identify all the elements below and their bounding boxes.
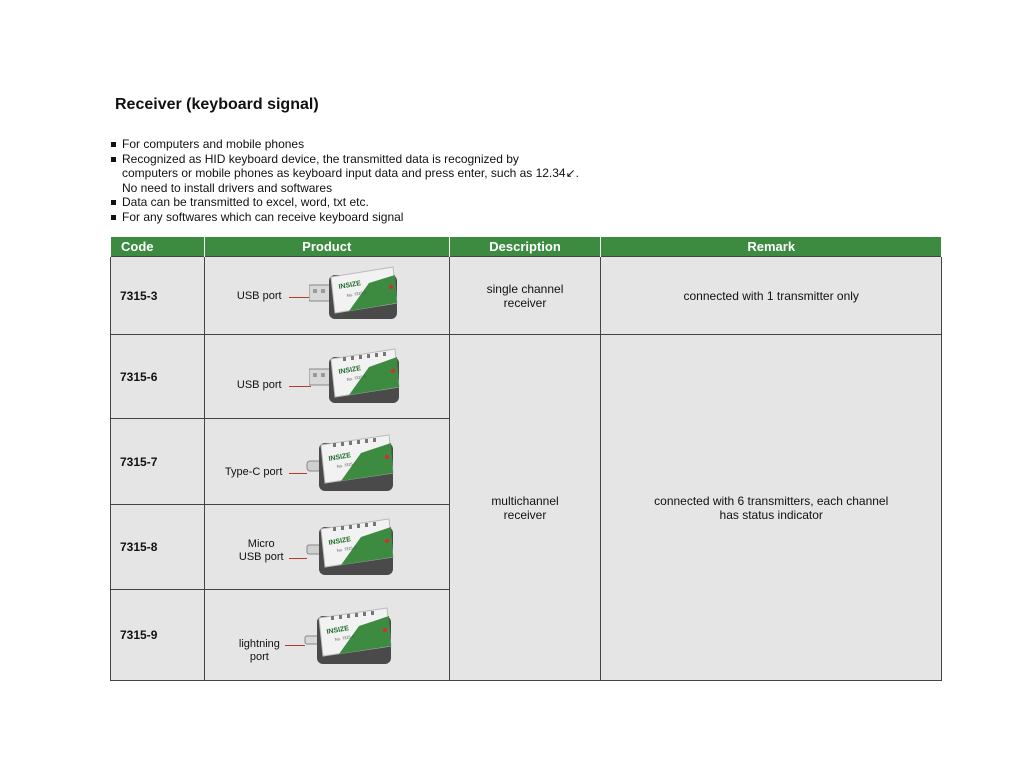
description-line: receiver [503,507,547,522]
feature-item: For any softwares which can receive keyboard signal [110,210,579,225]
feature-item: For computers and mobile phones [110,137,579,152]
svg-text:No. 7315-8: No. 7315-8 [336,544,357,553]
feature-item: Recognized as HID keyboard device, the transmitted data is recognized by computers or mobile phones as keyboard input data and press enter, such as 12.34↙. No need to install drivers and softwares [110,152,579,196]
table-row [111,335,942,419]
svg-text:INSIZE: INSIZE [338,365,362,376]
typec-receiver-image [305,427,399,497]
svg-text:No. 7315-7: No. 7315-7 [336,460,357,469]
table-header-row [111,237,942,257]
port-label: USB port [236,290,282,302]
code-cell: 7315-9 [111,590,205,681]
svg-text:INSIZE: INSIZE [328,452,352,463]
header-product: Product [204,237,449,257]
svg-text:No. 7315-3: No. 7315-3 [346,289,367,298]
description-line: receiver [503,295,547,310]
description-cell [449,335,601,681]
header-remark: Remark [601,237,942,257]
product-cell [204,335,449,419]
usb-receiver-image [309,263,401,325]
product-cell [204,505,449,590]
feature-item: Data can be transmitted to excel, word, txt etc. [110,195,579,210]
description-line: single channel [486,281,564,296]
code-cell: 7315-3 [111,257,205,335]
remark-line: has status indicator [719,507,823,522]
svg-text:INSIZE: INSIZE [338,280,362,291]
description-cell [449,257,601,335]
product-table [110,237,942,681]
leader-line [285,645,305,646]
feature-list [110,137,579,225]
leader-line [289,297,311,298]
micro-usb-receiver-image [305,511,399,581]
remark-cell [601,335,942,681]
usb-receiver-image [309,343,403,409]
svg-text:No. 7315-6: No. 7315-6 [346,373,367,382]
remark-cell: connected with 1 transmitter only [601,257,942,335]
svg-text:No. 7315-9: No. 7315-9 [334,633,355,642]
description-line: multichannel [491,493,559,508]
product-cell [204,257,449,335]
code-cell: 7315-7 [111,419,205,505]
page-title: Receiver (keyboard signal) [115,96,319,113]
remark-line: connected with 6 transmitters, each channel [654,493,889,508]
leader-line [289,386,311,387]
port-label: Type-C port [224,466,283,478]
header-code: Code [111,237,205,257]
port-label: Micro USB port [238,538,284,563]
svg-text:INSIZE: INSIZE [328,536,352,547]
product-cell [204,590,449,681]
product-cell [204,419,449,505]
code-cell: 7315-6 [111,335,205,419]
code-cell: 7315-8 [111,505,205,590]
lightning-receiver-image [303,598,397,670]
table-row [111,257,942,335]
header-description: Description [449,237,601,257]
port-label: lightning port [238,638,280,663]
svg-text:INSIZE: INSIZE [326,625,350,636]
port-label: USB port [236,379,282,391]
